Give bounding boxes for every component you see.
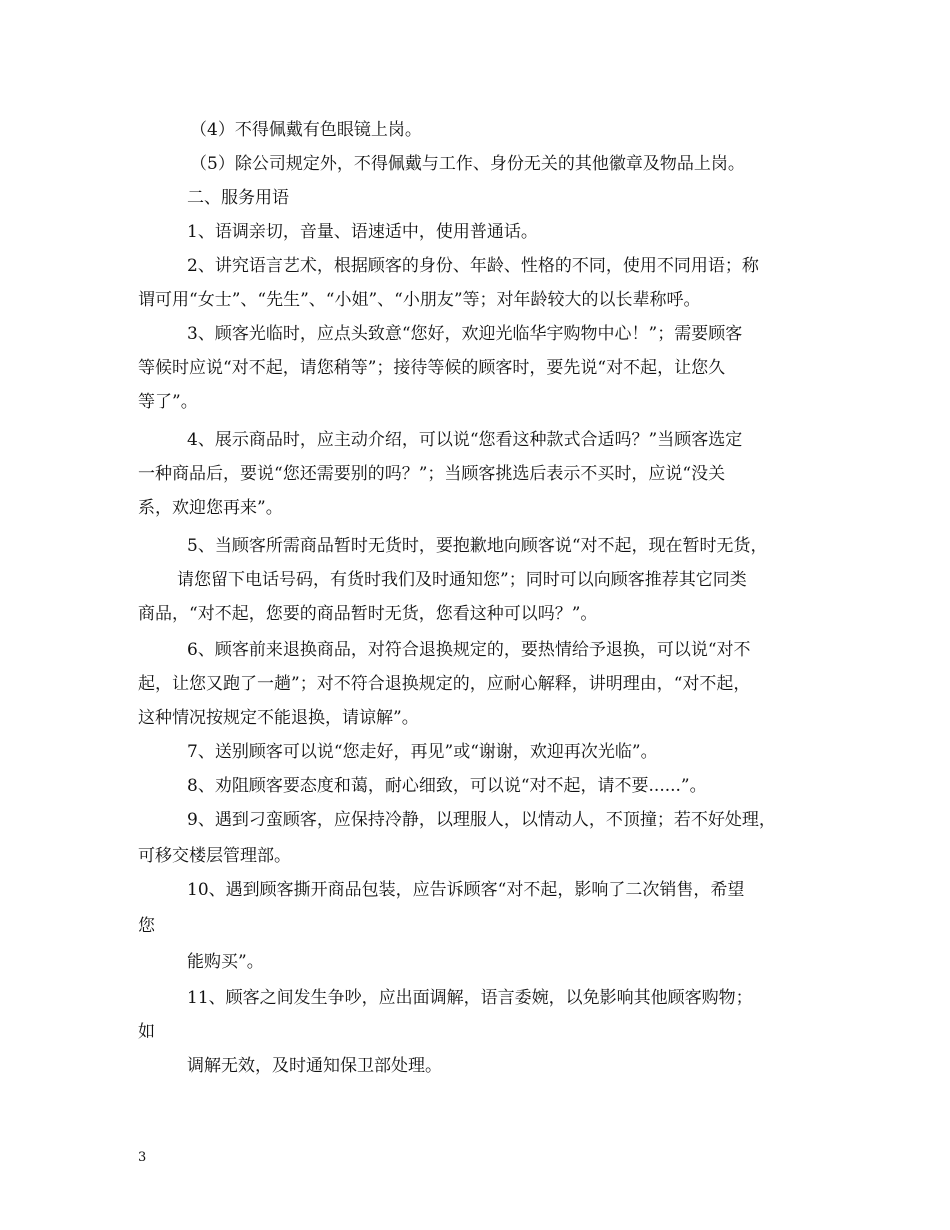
text-line: 起，让您又跑了一趟”；对不符合退换规定的，应耐心解释，讲明理由，“对不起， <box>138 674 751 694</box>
text-line: 4、展示商品时，应主动介绍，可以说“您看这种款式合适吗？”当顾客选定 <box>187 430 743 450</box>
text-line: 7、送别顾客可以说“您走好，再见”或“谢谢，欢迎再次光临”。 <box>187 742 658 762</box>
text-line: 一种商品后，要说“您还需要别的吗？”；当顾客挑选后表示不买时，应说“没关 <box>138 464 726 484</box>
text-line: 等候时应说“对不起，请您稍等”；接待等候的顾客时，要先说“对不起，让您久 <box>138 358 726 378</box>
text-line: 能购买”。 <box>187 952 264 972</box>
text-line: 谓可用“女士”、“先生”、“小姐”、“小朋友”等；对年龄较大的以长辈称呼。 <box>138 290 701 310</box>
text-line: 请您留下电话号码，有货时我们及时通知您”；同时可以向顾客推荐其它同类 <box>177 570 747 590</box>
text-line: 11、顾客之间发生争吵，应出面调解，语言委婉，以免影响其他顾客购物； <box>187 988 753 1008</box>
text-line: 调解无效，及时通知保卫部处理。 <box>187 1056 442 1076</box>
text-line: 10、遇到顾客撕开商品包装，应告诉顾客“对不起，影响了二次销售，希望 <box>187 880 745 900</box>
section-heading: 二、服务用语 <box>187 188 289 208</box>
text-line: 1、语调亲切，音量、语速适中，使用普通话。 <box>187 222 538 242</box>
text-line: 商品，“对不起，您要的商品暂时无货，您看这种可以吗？”。 <box>138 604 598 624</box>
text-line: 可移交楼层管理部。 <box>138 846 291 866</box>
text-line: 系，欢迎您再来”。 <box>138 498 283 518</box>
text-line: 5、当顾客所需商品暂时无货时，要抱歉地向顾客说“对不起，现在暂时无货， <box>187 536 768 556</box>
text-line: （4）不得佩戴有色眼镜上岗。 <box>190 120 422 140</box>
text-line: 2、讲究语言艺术，根据顾客的身份、年龄、性格的不同，使用不同用语；称 <box>187 256 759 276</box>
page-number: 3 <box>138 1150 147 1165</box>
text-line: 8、劝阻顾客要态度和蔼，耐心细致，可以说“对不起，请不要......”。 <box>187 776 707 796</box>
text-line: 这种情况按规定不能退换，请谅解”。 <box>138 708 419 728</box>
text-line: （5）除公司规定外，不得佩戴与工作、身份无关的其他徽章及物品上岗。 <box>190 154 745 174</box>
text-line: 如 <box>138 1022 155 1042</box>
text-line: 9、遇到刁蛮顾客，应保持冷静，以理服人，以情动人，不顶撞；若不好处理， <box>187 810 776 830</box>
text-line: 您 <box>138 916 155 936</box>
text-line: 3、顾客光临时，应点头致意“您好，欢迎光临华宇购物中心！”；需要顾客 <box>187 324 743 344</box>
text-line: 等了”。 <box>138 392 198 412</box>
text-line: 6、顾客前来退换商品，对符合退换规定的，要热情给予退换，可以说“对不 <box>187 640 751 660</box>
